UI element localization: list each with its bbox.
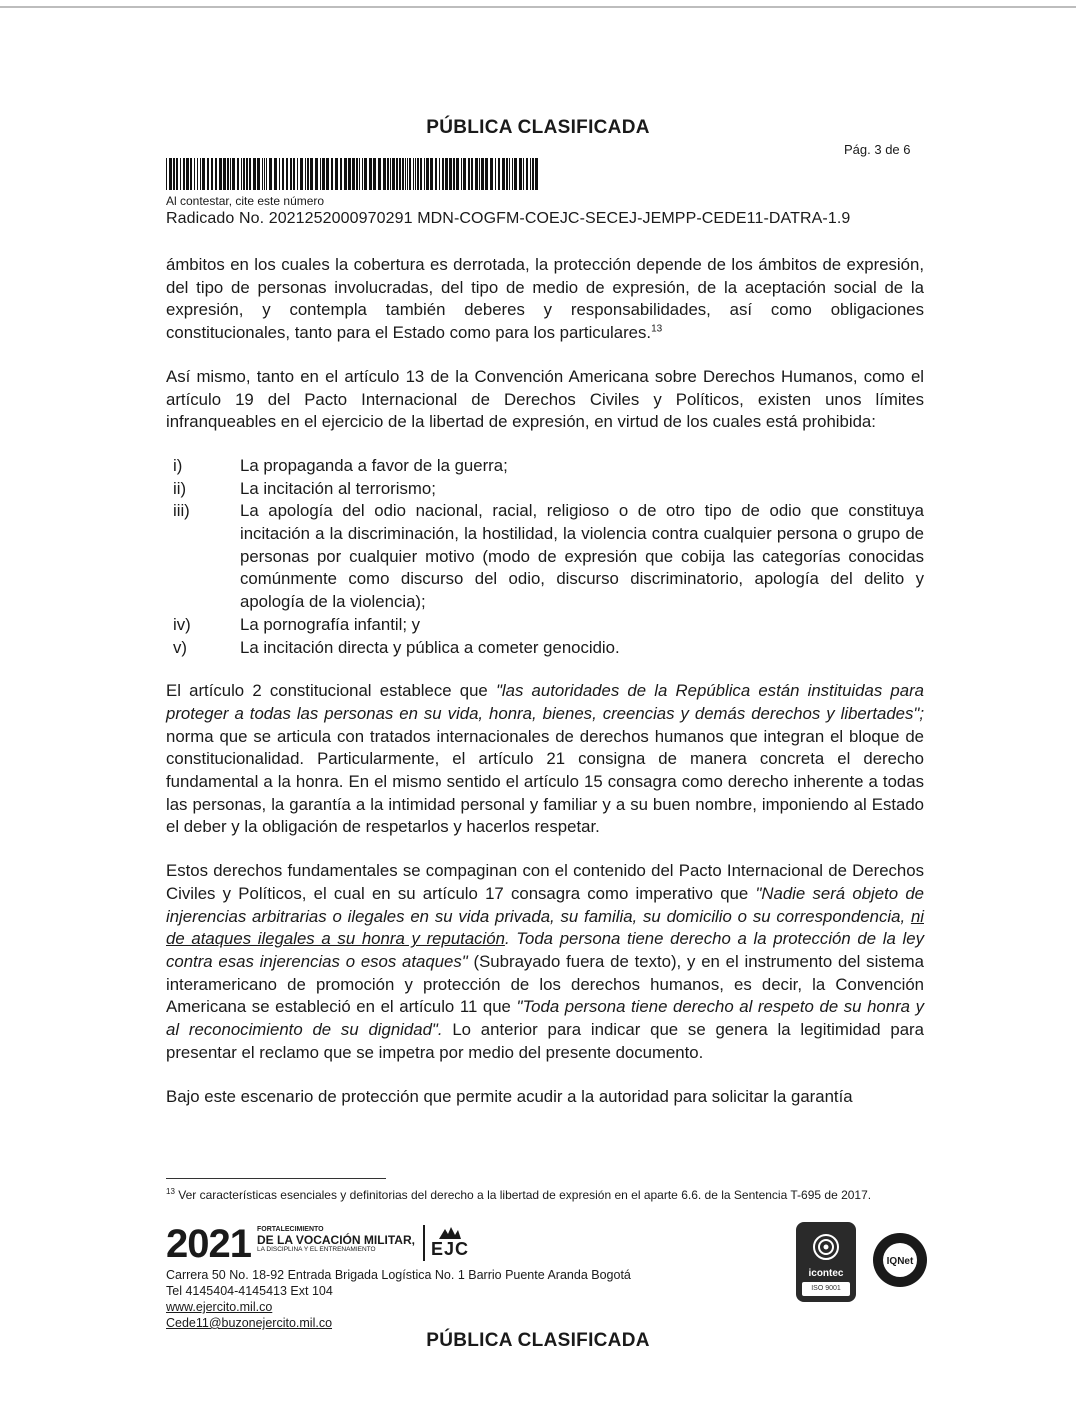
slogan: FORTALECIMIENTO DE LA VOCACIÓN MILITAR, LA DISCIPLINA Y EL ENTRENAMIENTO	[256, 1226, 415, 1253]
prohibitions-list	[166, 455, 924, 659]
list-item: iii) La apología del odio nacional, racial, religioso o de otro tipo de odio que constituya incitación a la discriminación, la hostilidad, la violencia contra cualquier persona o grupo de personas por cualquier motivo (modo de expresión que cobija las categorías conocidas comúnmente como discurso del odio, discurso discriminatorio, apología del delito y apología de la violencia);	[173, 501, 924, 612]
list-item: v) La incitación directa y pública a cometer genocidio.	[173, 637, 620, 657]
ejc-logo: EJC	[431, 1225, 469, 1257]
icontec-certification-logo: icontec ISO 9001	[796, 1222, 856, 1302]
footnote: $^{13}$ Ver características esenciales y definitorias del derecho a la libertad de expresión en el aparte 6.6. de la Sentencia T-695 de 2017.	[166, 1187, 872, 1202]
phone: Tel 4145404-4145413 Ext 104	[166, 1284, 333, 1298]
year-logo-number: 2021	[166, 1222, 251, 1266]
letter-body	[166, 254, 924, 1129]
icontec-emblem-icon	[811, 1232, 841, 1262]
cite-label: Al contestar, cite este número	[166, 194, 325, 208]
list-item: iv) La pornografía infantil; y	[173, 614, 421, 634]
address: Carrera 50 No. 18-92 Entrada Brigada Logística No. 1 Barrio Puente Aranda Bogotá	[166, 1268, 631, 1282]
paragraph-5: Bajo este escenario de protección que permite acudir a la autoridad para solicitar la garantía	[166, 1086, 853, 1106]
contact-info	[166, 1267, 631, 1331]
page-number: Pág. 3 de 6	[844, 142, 911, 157]
paragraph-4: Estos derechos fundamentales se compaginan con el contenido del Pacto Internacional de Derechos Civiles y Políticos, el cual en su artículo 17 consagra como imperativo que "Nadie será objeto de injerencias arbitrarias o ilegales en su vida privada, su familia, su domicilio o su correspondencia, ni de ataques ilegales a su honra y reputación. Toda persona tiene derecho a la protección de la ley contra esas injerencias o esos ataques" (Subrayado fuera de texto), y en el instrumento del sistema interamericano de promoción y protección de los derechos humanos, es decir, la Convención Americana se estableció en el artículo 11 que "Toda persona tiene derecho al respeto de su honra y al reconocimiento de su dignidad". Lo anterior para indicar que se genera la legitimidad para presentar el reclamo que se impetra por medio del presente documento.	[166, 861, 924, 1062]
year-slogan-logo	[166, 1222, 469, 1266]
email-link[interactable]: Cede11@buzonejercito.mil.co	[166, 1316, 333, 1330]
footnote-divider	[166, 1178, 386, 1179]
svg-text:IQNet: IQNet	[886, 1256, 914, 1267]
iqnet-certification-logo	[872, 1232, 928, 1288]
paragraph-2: Así mismo, tanto en el artículo 13 de la Convención Americana sobre Derechos Humanos, como el artículo 19 del Pacto Internacional de Derechos Civiles y Políticos, existen unos límites infranqueables en el ejercicio de la libertad de expresión, en virtud de los cuales está prohibida:	[166, 366, 924, 432]
paragraph-1: ámbitos en los cuales la cobertura es derrotada, la protección depende de los ámbitos de expresión, del tipo de personas involucradas, del tipo de medio de expresión, de la aceptación social de la expresión, y contempla también deberes y responsabilidades, así como obligaciones constitucionales, tanto para el Estado como para los particulares.$^{13}$	[166, 255, 924, 343]
list-item: i) La propaganda a favor de la guerra;	[173, 455, 508, 475]
barcode	[166, 158, 538, 190]
classification-header: PÚBLICA CLASIFICADA	[426, 117, 650, 138]
radicado-number: Radicado No. 2021252000970291 MDN-COGFM-COEJC-SECEJ-JEMPP-CEDE11-DATRA-1.9	[166, 210, 851, 227]
classification-footer: PÚBLICA CLASIFICADA	[426, 1330, 650, 1351]
footnote-ref: 13	[651, 323, 663, 335]
list-item: ii) La incitación al terrorismo;	[173, 478, 436, 498]
page-top-edge	[0, 6, 1076, 8]
paragraph-3: El artículo 2 constitucional establece que "las autoridades de la República están instituidas para proteger a todas las personas en su vida, honra, bienes, creencias y demás derechos y libertades"; norma que se articula con tratados internacionales de derechos humanos que integran el bloque de constitucionalidad. Particularmente, el artículo 21 consigna de manera concreta el derecho fundamental a la honra. En el mismo sentido el artículo 15 consagra como derecho inherente a todas las personas, la garantía a la intimidad personal y familiar y a su buen nombre, imponiendo al Estado el deber y la obligación de respetarlos y hacerlos respetar.	[166, 681, 924, 837]
logo-divider	[423, 1225, 425, 1261]
website-link[interactable]: www.ejercito.mil.co	[166, 1300, 273, 1314]
